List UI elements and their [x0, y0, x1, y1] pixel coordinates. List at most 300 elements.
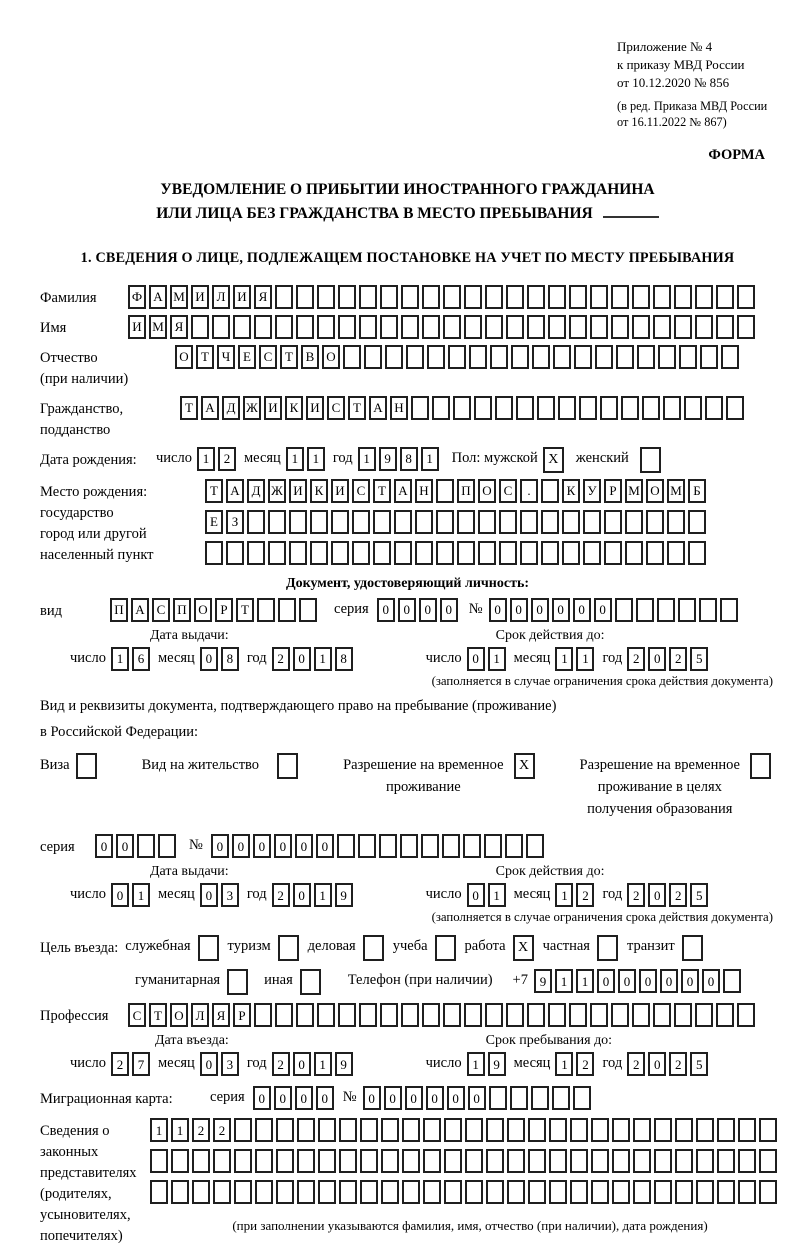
char-cell[interactable]: Я — [212, 1003, 230, 1027]
char-cell[interactable] — [486, 1180, 504, 1204]
char-cell[interactable] — [590, 315, 608, 339]
char-cell[interactable] — [297, 1180, 315, 1204]
char-cell[interactable] — [289, 510, 307, 534]
char-cell[interactable] — [499, 541, 517, 565]
char-cell[interactable]: 1 — [171, 1118, 189, 1142]
char-cell[interactable] — [137, 834, 155, 858]
char-cell[interactable] — [400, 834, 418, 858]
char-cell[interactable] — [171, 1149, 189, 1173]
char-cell[interactable] — [569, 285, 587, 309]
char-cell[interactable] — [485, 315, 503, 339]
char-cell[interactable] — [595, 345, 613, 369]
char-cell[interactable] — [695, 315, 713, 339]
char-cell[interactable]: И — [233, 285, 251, 309]
char-cell[interactable] — [465, 1180, 483, 1204]
char-cell[interactable] — [573, 1086, 591, 1110]
char-cell[interactable] — [150, 1149, 168, 1173]
char-cell[interactable] — [317, 1003, 335, 1027]
char-cell[interactable]: 5 — [690, 647, 708, 671]
char-cell[interactable] — [590, 285, 608, 309]
char-cell[interactable] — [381, 1180, 399, 1204]
char-cell[interactable] — [402, 1149, 420, 1173]
char-cell[interactable]: Р — [604, 479, 622, 503]
char-cell[interactable]: 0 — [447, 1086, 465, 1110]
residence-issue-month-cells[interactable] — [200, 883, 242, 907]
patronymic-cells[interactable] — [175, 345, 742, 369]
char-cell[interactable] — [255, 1149, 273, 1173]
legal-reps-cells-row2[interactable] — [150, 1149, 780, 1173]
char-cell[interactable]: 0 — [489, 598, 507, 622]
char-cell[interactable]: 0 — [116, 834, 134, 858]
char-cell[interactable] — [511, 345, 529, 369]
char-cell[interactable] — [385, 345, 403, 369]
char-cell[interactable] — [611, 315, 629, 339]
char-cell[interactable] — [226, 541, 244, 565]
char-cell[interactable] — [402, 1180, 420, 1204]
char-cell[interactable]: 0 — [384, 1086, 402, 1110]
char-cell[interactable]: 0 — [639, 969, 657, 993]
char-cell[interactable] — [411, 396, 429, 420]
char-cell[interactable] — [191, 315, 209, 339]
char-cell[interactable] — [359, 1003, 377, 1027]
char-cell[interactable]: Т — [373, 479, 391, 503]
char-cell[interactable]: И — [191, 285, 209, 309]
char-cell[interactable]: 2 — [111, 1052, 129, 1076]
char-cell[interactable] — [339, 1118, 357, 1142]
char-cell[interactable]: 0 — [253, 834, 271, 858]
char-cell[interactable]: 0 — [597, 969, 615, 993]
char-cell[interactable]: И — [306, 396, 324, 420]
char-cell[interactable]: М — [149, 315, 167, 339]
char-cell[interactable] — [213, 1180, 231, 1204]
char-cell[interactable] — [541, 541, 559, 565]
char-cell[interactable]: 1 — [132, 883, 150, 907]
char-cell[interactable] — [360, 1118, 378, 1142]
char-cell[interactable]: 9 — [335, 1052, 353, 1076]
char-cell[interactable]: 0 — [405, 1086, 423, 1110]
char-cell[interactable]: А — [149, 285, 167, 309]
char-cell[interactable]: О — [322, 345, 340, 369]
char-cell[interactable]: 1 — [307, 447, 325, 471]
char-cell[interactable]: 0 — [660, 969, 678, 993]
char-cell[interactable] — [268, 510, 286, 534]
char-cell[interactable] — [526, 834, 544, 858]
char-cell[interactable] — [696, 1180, 714, 1204]
birth-place-cells-row3[interactable] — [205, 541, 709, 565]
char-cell[interactable]: 0 — [648, 1052, 666, 1076]
char-cell[interactable] — [552, 1086, 570, 1110]
char-cell[interactable] — [444, 1180, 462, 1204]
visa-checkbox[interactable] — [76, 753, 97, 779]
residence-valid-month-cells[interactable] — [555, 883, 597, 907]
char-cell[interactable]: 8 — [400, 447, 418, 471]
char-cell[interactable] — [674, 315, 692, 339]
char-cell[interactable] — [499, 510, 517, 534]
char-cell[interactable]: 2 — [669, 647, 687, 671]
char-cell[interactable] — [716, 285, 734, 309]
doc-kind-cells[interactable] — [110, 598, 320, 622]
char-cell[interactable]: Р — [233, 1003, 251, 1027]
char-cell[interactable]: . — [520, 479, 538, 503]
char-cell[interactable]: 0 — [377, 598, 395, 622]
char-cell[interactable] — [632, 1003, 650, 1027]
char-cell[interactable]: Б — [688, 479, 706, 503]
char-cell[interactable]: 2 — [218, 447, 236, 471]
char-cell[interactable]: Я — [170, 315, 188, 339]
char-cell[interactable] — [427, 345, 445, 369]
char-cell[interactable] — [527, 285, 545, 309]
char-cell[interactable] — [600, 396, 618, 420]
char-cell[interactable] — [737, 1003, 755, 1027]
char-cell[interactable] — [359, 315, 377, 339]
char-cell[interactable] — [463, 834, 481, 858]
char-cell[interactable] — [738, 1180, 756, 1204]
char-cell[interactable] — [506, 315, 524, 339]
char-cell[interactable] — [570, 1149, 588, 1173]
char-cell[interactable] — [637, 345, 655, 369]
char-cell[interactable] — [380, 1003, 398, 1027]
char-cell[interactable]: 0 — [419, 598, 437, 622]
char-cell[interactable] — [674, 1003, 692, 1027]
char-cell[interactable] — [289, 541, 307, 565]
char-cell[interactable]: 0 — [510, 598, 528, 622]
char-cell[interactable]: 2 — [213, 1118, 231, 1142]
char-cell[interactable] — [421, 834, 439, 858]
char-cell[interactable] — [489, 1086, 507, 1110]
char-cell[interactable] — [549, 1118, 567, 1142]
char-cell[interactable]: А — [369, 396, 387, 420]
char-cell[interactable]: 0 — [552, 598, 570, 622]
char-cell[interactable] — [615, 598, 633, 622]
purpose-business-checkbox[interactable] — [363, 935, 384, 961]
char-cell[interactable]: С — [327, 396, 345, 420]
birth-month-cells[interactable] — [286, 447, 328, 471]
char-cell[interactable]: 0 — [467, 647, 485, 671]
char-cell[interactable] — [415, 510, 433, 534]
char-cell[interactable]: А — [201, 396, 219, 420]
entry-day-cells[interactable] — [111, 1052, 153, 1076]
char-cell[interactable] — [359, 285, 377, 309]
char-cell[interactable]: П — [457, 479, 475, 503]
char-cell[interactable] — [297, 1118, 315, 1142]
residence-issue-year-cells[interactable] — [272, 883, 356, 907]
char-cell[interactable] — [234, 1180, 252, 1204]
char-cell[interactable] — [716, 315, 734, 339]
char-cell[interactable] — [616, 345, 634, 369]
char-cell[interactable] — [657, 598, 675, 622]
char-cell[interactable] — [583, 510, 601, 534]
char-cell[interactable]: 2 — [669, 883, 687, 907]
char-cell[interactable] — [457, 541, 475, 565]
stay-year-cells[interactable] — [627, 1052, 711, 1076]
valid-day-cells[interactable] — [467, 647, 509, 671]
char-cell[interactable] — [527, 1003, 545, 1027]
char-cell[interactable] — [192, 1180, 210, 1204]
char-cell[interactable]: 0 — [648, 647, 666, 671]
char-cell[interactable]: 8 — [221, 647, 239, 671]
char-cell[interactable]: 1 — [421, 447, 439, 471]
char-cell[interactable] — [705, 396, 723, 420]
char-cell[interactable] — [436, 510, 454, 534]
char-cell[interactable] — [205, 541, 223, 565]
char-cell[interactable] — [276, 1118, 294, 1142]
char-cell[interactable]: 1 — [111, 647, 129, 671]
char-cell[interactable] — [486, 1118, 504, 1142]
char-cell[interactable] — [654, 1180, 672, 1204]
char-cell[interactable]: 0 — [440, 598, 458, 622]
issue-year-cells[interactable] — [272, 647, 356, 671]
char-cell[interactable]: 9 — [488, 1052, 506, 1076]
char-cell[interactable]: 1 — [314, 1052, 332, 1076]
char-cell[interactable]: Т — [180, 396, 198, 420]
char-cell[interactable]: 0 — [200, 1052, 218, 1076]
birth-place-cells-row2[interactable] — [205, 510, 709, 534]
char-cell[interactable] — [653, 1003, 671, 1027]
char-cell[interactable] — [486, 1149, 504, 1173]
char-cell[interactable]: 2 — [192, 1118, 210, 1142]
temp-residence-education-checkbox[interactable] — [750, 753, 771, 779]
char-cell[interactable] — [723, 969, 741, 993]
char-cell[interactable] — [394, 510, 412, 534]
char-cell[interactable] — [528, 1180, 546, 1204]
char-cell[interactable]: С — [259, 345, 277, 369]
char-cell[interactable]: 2 — [627, 1052, 645, 1076]
char-cell[interactable] — [759, 1180, 777, 1204]
char-cell[interactable] — [331, 510, 349, 534]
char-cell[interactable] — [379, 834, 397, 858]
char-cell[interactable] — [633, 1118, 651, 1142]
char-cell[interactable] — [716, 1003, 734, 1027]
char-cell[interactable]: 0 — [274, 1086, 292, 1110]
char-cell[interactable] — [679, 345, 697, 369]
char-cell[interactable] — [548, 315, 566, 339]
char-cell[interactable] — [675, 1180, 693, 1204]
char-cell[interactable] — [415, 541, 433, 565]
sex-male-checkbox[interactable]: X — [543, 447, 564, 473]
char-cell[interactable] — [590, 1003, 608, 1027]
char-cell[interactable]: Т — [196, 345, 214, 369]
char-cell[interactable] — [255, 1118, 273, 1142]
char-cell[interactable]: 7 — [132, 1052, 150, 1076]
char-cell[interactable] — [738, 1149, 756, 1173]
char-cell[interactable] — [490, 345, 508, 369]
char-cell[interactable] — [527, 315, 545, 339]
char-cell[interactable] — [721, 345, 739, 369]
char-cell[interactable]: 2 — [576, 1052, 594, 1076]
char-cell[interactable]: Т — [280, 345, 298, 369]
char-cell[interactable]: 9 — [379, 447, 397, 471]
char-cell[interactable]: Л — [212, 285, 230, 309]
char-cell[interactable] — [394, 541, 412, 565]
char-cell[interactable] — [654, 1118, 672, 1142]
char-cell[interactable] — [549, 1149, 567, 1173]
char-cell[interactable]: 1 — [314, 647, 332, 671]
char-cell[interactable] — [296, 1003, 314, 1027]
char-cell[interactable]: А — [131, 598, 149, 622]
char-cell[interactable]: 2 — [627, 647, 645, 671]
birth-place-cells-row1[interactable] — [205, 479, 709, 503]
char-cell[interactable] — [436, 541, 454, 565]
char-cell[interactable]: 0 — [531, 598, 549, 622]
char-cell[interactable] — [528, 1118, 546, 1142]
char-cell[interactable]: 1 — [555, 647, 573, 671]
char-cell[interactable] — [700, 345, 718, 369]
char-cell[interactable]: М — [625, 479, 643, 503]
char-cell[interactable] — [604, 541, 622, 565]
char-cell[interactable]: 2 — [627, 883, 645, 907]
purpose-transit-checkbox[interactable] — [682, 935, 703, 961]
issue-month-cells[interactable] — [200, 647, 242, 671]
char-cell[interactable]: О — [175, 345, 193, 369]
char-cell[interactable] — [268, 541, 286, 565]
char-cell[interactable]: 0 — [293, 1052, 311, 1076]
char-cell[interactable] — [737, 285, 755, 309]
char-cell[interactable] — [422, 285, 440, 309]
char-cell[interactable] — [583, 541, 601, 565]
char-cell[interactable] — [737, 315, 755, 339]
char-cell[interactable] — [310, 541, 328, 565]
char-cell[interactable]: 0 — [293, 647, 311, 671]
char-cell[interactable]: 0 — [681, 969, 699, 993]
char-cell[interactable] — [192, 1149, 210, 1173]
char-cell[interactable]: У — [583, 479, 601, 503]
char-cell[interactable] — [537, 396, 555, 420]
char-cell[interactable]: Т — [149, 1003, 167, 1027]
char-cell[interactable] — [569, 1003, 587, 1027]
char-cell[interactable] — [444, 1118, 462, 1142]
char-cell[interactable] — [485, 1003, 503, 1027]
char-cell[interactable]: Ч — [217, 345, 235, 369]
char-cell[interactable]: 2 — [272, 647, 290, 671]
char-cell[interactable]: 0 — [111, 883, 129, 907]
char-cell[interactable] — [423, 1118, 441, 1142]
char-cell[interactable]: 0 — [293, 883, 311, 907]
char-cell[interactable] — [317, 315, 335, 339]
char-cell[interactable]: 9 — [335, 883, 353, 907]
legal-reps-cells-row1[interactable] — [150, 1118, 780, 1142]
temp-residence-checkbox[interactable]: X — [514, 753, 535, 779]
char-cell[interactable] — [364, 345, 382, 369]
char-cell[interactable] — [558, 396, 576, 420]
char-cell[interactable] — [338, 1003, 356, 1027]
char-cell[interactable] — [338, 315, 356, 339]
char-cell[interactable]: 0 — [398, 598, 416, 622]
char-cell[interactable] — [570, 1180, 588, 1204]
char-cell[interactable] — [380, 315, 398, 339]
char-cell[interactable]: 0 — [648, 883, 666, 907]
char-cell[interactable] — [233, 315, 251, 339]
char-cell[interactable] — [570, 1118, 588, 1142]
char-cell[interactable] — [696, 1149, 714, 1173]
char-cell[interactable]: 0 — [573, 598, 591, 622]
residence-number-cells[interactable] — [211, 834, 547, 858]
char-cell[interactable] — [352, 510, 370, 534]
char-cell[interactable] — [360, 1180, 378, 1204]
char-cell[interactable] — [548, 1003, 566, 1027]
char-cell[interactable] — [663, 396, 681, 420]
char-cell[interactable]: З — [226, 510, 244, 534]
char-cell[interactable] — [297, 1149, 315, 1173]
char-cell[interactable] — [448, 345, 466, 369]
char-cell[interactable] — [257, 598, 275, 622]
char-cell[interactable] — [520, 541, 538, 565]
char-cell[interactable] — [318, 1118, 336, 1142]
char-cell[interactable] — [510, 1086, 528, 1110]
char-cell[interactable] — [604, 510, 622, 534]
char-cell[interactable]: И — [128, 315, 146, 339]
char-cell[interactable] — [667, 541, 685, 565]
char-cell[interactable]: 1 — [467, 1052, 485, 1076]
char-cell[interactable] — [457, 510, 475, 534]
char-cell[interactable]: К — [285, 396, 303, 420]
char-cell[interactable] — [699, 598, 717, 622]
char-cell[interactable] — [642, 396, 660, 420]
char-cell[interactable] — [591, 1149, 609, 1173]
char-cell[interactable] — [422, 315, 440, 339]
char-cell[interactable] — [675, 1149, 693, 1173]
char-cell[interactable] — [653, 315, 671, 339]
char-cell[interactable] — [254, 1003, 272, 1027]
char-cell[interactable] — [612, 1118, 630, 1142]
char-cell[interactable] — [507, 1180, 525, 1204]
char-cell[interactable]: 0 — [426, 1086, 444, 1110]
char-cell[interactable] — [254, 315, 272, 339]
char-cell[interactable] — [343, 345, 361, 369]
issue-day-cells[interactable] — [111, 647, 153, 671]
char-cell[interactable]: Ж — [243, 396, 261, 420]
char-cell[interactable] — [574, 345, 592, 369]
entry-month-cells[interactable] — [200, 1052, 242, 1076]
char-cell[interactable]: 1 — [488, 883, 506, 907]
phone-cells[interactable] — [534, 969, 744, 993]
char-cell[interactable] — [636, 598, 654, 622]
char-cell[interactable]: 1 — [488, 647, 506, 671]
char-cell[interactable] — [381, 1118, 399, 1142]
char-cell[interactable] — [506, 285, 524, 309]
char-cell[interactable] — [275, 285, 293, 309]
char-cell[interactable] — [695, 285, 713, 309]
char-cell[interactable] — [310, 510, 328, 534]
char-cell[interactable]: 2 — [576, 883, 594, 907]
char-cell[interactable] — [507, 1118, 525, 1142]
char-cell[interactable]: 5 — [690, 883, 708, 907]
char-cell[interactable] — [339, 1149, 357, 1173]
char-cell[interactable]: Т — [236, 598, 254, 622]
residence-issue-day-cells[interactable] — [111, 883, 153, 907]
valid-month-cells[interactable] — [555, 647, 597, 671]
char-cell[interactable] — [531, 1086, 549, 1110]
char-cell[interactable]: О — [194, 598, 212, 622]
char-cell[interactable]: 0 — [594, 598, 612, 622]
char-cell[interactable]: 6 — [132, 647, 150, 671]
char-cell[interactable] — [317, 285, 335, 309]
char-cell[interactable]: 0 — [200, 647, 218, 671]
char-cell[interactable] — [380, 285, 398, 309]
char-cell[interactable] — [646, 510, 664, 534]
char-cell[interactable] — [621, 396, 639, 420]
char-cell[interactable] — [234, 1149, 252, 1173]
char-cell[interactable] — [611, 1003, 629, 1027]
residence-series-cells[interactable] — [95, 834, 179, 858]
char-cell[interactable] — [675, 1118, 693, 1142]
char-cell[interactable] — [150, 1180, 168, 1204]
char-cell[interactable] — [562, 510, 580, 534]
char-cell[interactable] — [234, 1118, 252, 1142]
char-cell[interactable]: 0 — [316, 1086, 334, 1110]
char-cell[interactable] — [358, 834, 376, 858]
char-cell[interactable]: 0 — [467, 883, 485, 907]
char-cell[interactable] — [464, 315, 482, 339]
